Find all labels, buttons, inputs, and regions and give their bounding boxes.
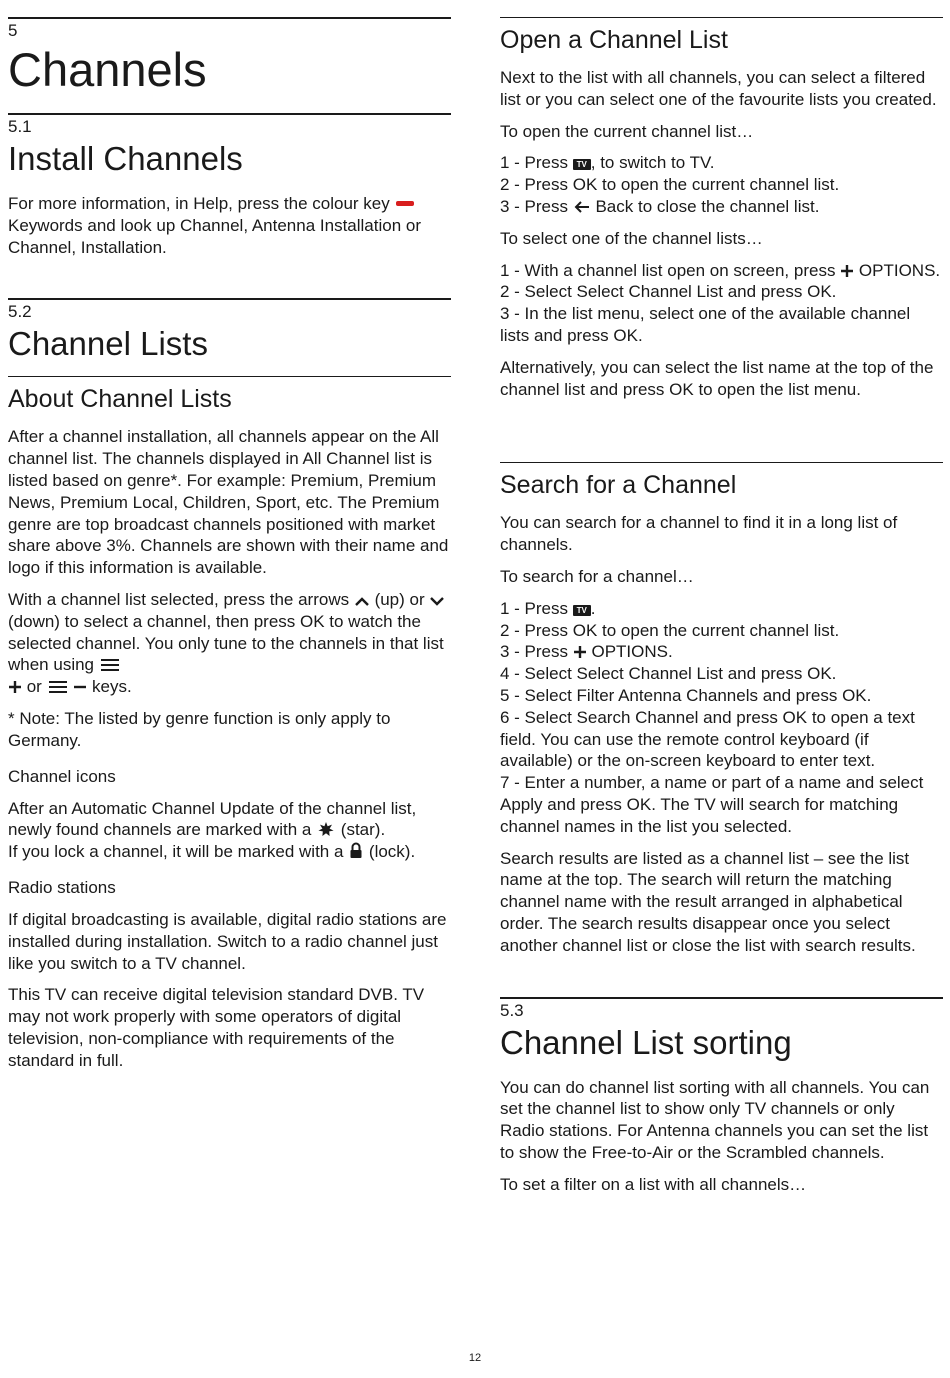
subsection-title: Open a Channel List (500, 26, 728, 54)
page-number: 12 (468, 1352, 482, 1364)
search-paragraph: You can search for a channel to find it in a long list of channels. (500, 513, 898, 555)
note-paragraph: * Note: The listed by genre function is only apply to Germany. (8, 708, 391, 750)
back-arrow-icon (573, 200, 591, 214)
select-intro: To select one of the channel lists… (500, 228, 763, 248)
open-intro: To open the current channel list… (500, 121, 754, 141)
plus-icon (8, 680, 22, 694)
list-menu-icon (47, 680, 69, 694)
star-icon (316, 821, 336, 837)
section-number: 5.2 (8, 302, 32, 322)
search-steps: 1 - Press TV . 2 - Press OK to open the current channel list. 3 - Press OPTIONS. 4 - Select Select Channel List and press OK. 5 - Select Filter Antenna Channels and press OK. 6 - Select Search Channel and press OK to open a text field. You can use the remote control keyboard (if available) or the on-screen keyboard to enter text. 7 - Enter a number, a name or part of a name and select Apply and press OK. The TV will search for matching channel names in the list you selected. (500, 598, 924, 836)
filter-intro: To set a filter on a list with all channels… (500, 1174, 807, 1194)
red-key-icon (396, 201, 414, 206)
install-paragraph: For more information, in Help, press the colour key Keywords and look up Channel, Antenna Installation or Channel, Installation. (8, 194, 422, 257)
subheading: Channel icons (8, 766, 116, 786)
chevron-down-icon (429, 595, 445, 607)
section-divider (8, 298, 451, 300)
section-number: 5 (8, 21, 18, 40)
subsection-divider (8, 376, 451, 377)
subheading: Radio stations (8, 877, 116, 897)
open-paragraph: Next to the list with all channels, you can select a filtered list or you can select one of the favourite lists you created. (500, 68, 937, 109)
select-steps: 1 - With a channel list open on screen, press OPTIONS. 2 - Select Select Channel List and press OK. 3 - In the list menu, select one of the available channel lists and press OK. (500, 260, 941, 345)
tv-key-icon: TV (573, 605, 591, 616)
plus-icon (573, 645, 587, 659)
left-column (8, 0, 451, 1072)
dvb-paragraph: This TV can receive digital television standard DVB. TV may not work properly with some operators of digital television, non-compliance with requirements of the standard in full. (8, 985, 425, 1070)
subsection-divider (500, 462, 943, 463)
subsection-title: Search for a Channel (500, 471, 737, 500)
section-divider (8, 113, 451, 115)
radio-paragraph: If digital broadcasting is available, digital radio stations are installed during installation. Switch to a radio channel just like you switch to a TV channel. (8, 909, 447, 973)
open-steps: 1 - Press TV , to switch to TV. 2 - Press OK to open the current channel list. 3 - Press Back to close the channel list. (500, 153, 840, 216)
section-divider (500, 997, 943, 999)
subsection-divider (500, 17, 943, 18)
icons-paragraph: After an Automatic Channel Update of the channel list, newly found channels are marked with a (star). If you lock a channel, it will be marked with a (lock). (8, 798, 417, 862)
minus-icon (73, 680, 87, 694)
chapter-title: Channels (8, 43, 207, 96)
chevron-up-icon (354, 595, 370, 607)
lock-icon (348, 842, 364, 859)
right-column (500, 0, 943, 1195)
subsection-title: About Channel Lists (8, 385, 232, 414)
alternative-paragraph: Alternatively, you can select the list name at the top of the channel list and press OK to open the list menu. (500, 357, 934, 399)
about-paragraph: After a channel installation, all channels appear on the All channel list. The channels displayed in All Channel list is listed based on genre*. For example: Premium, Premium News, Premium Local, Children, Sport, etc. The Premium genre are top broadcast channels positioned with market share above 3%. Channels are shown with their name and logo if this information is available. (8, 427, 449, 578)
section-title: Install Channels (8, 140, 243, 177)
section-divider (8, 17, 451, 19)
search-intro: To search for a channel… (500, 566, 694, 586)
search-results-paragraph: Search results are listed as a channel list – see the list name at the top. The search will return the matching channel name with the result arranged in alphabetical order. The search results disappear once you select another channel list or close the list with search results. (500, 848, 916, 955)
section-number: 5.1 (8, 117, 32, 136)
arrows-paragraph: With a channel list selected, press the arrows (up) or (down) to select a channel, then press OK to watch the selected channel. You only tune to the channels in that list when using or keys. (8, 589, 444, 697)
section-title: Channel Lists (8, 325, 208, 363)
list-menu-icon (99, 658, 121, 672)
section-number: 5.3 (500, 1000, 524, 1020)
plus-icon (840, 264, 854, 278)
sorting-paragraph: You can do channel list sorting with all channels. You can set the channel list to show only TV channels or only Radio stations. For Antenna channels you can set the list to show the Free-to-Air or the Scrambled channels. (500, 1077, 930, 1162)
tv-key-icon: TV (573, 159, 591, 170)
section-title: Channel List sorting (500, 1023, 792, 1061)
